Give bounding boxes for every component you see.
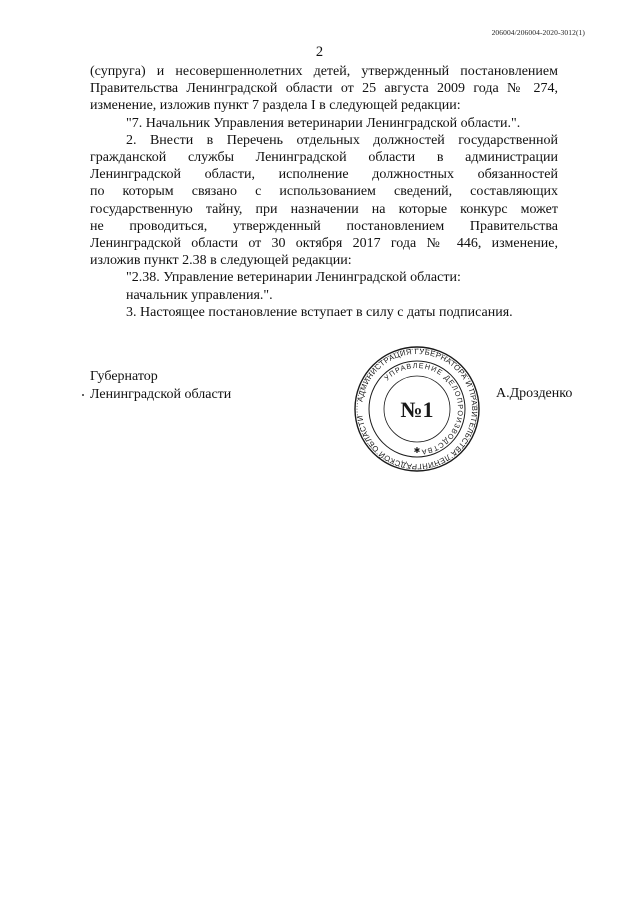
document-id: 206004/206004-2020-3012(1) (491, 28, 585, 37)
official-stamp (352, 344, 482, 474)
stamp-outer-text: АДМИНИСТРАЦИЯ ГУБЕРНАТОРА И ПРАВИТЕЛЬСТВА ЛЕНИНГРАДСКОЙ ОБЛАСТИ (355, 346, 480, 472)
body-line: Ленинградской области, исполнение должностных обязанностей (90, 167, 558, 183)
paragraph-number: 2. (126, 132, 137, 148)
body-line: Правительства Ленинградской области от 25 августа 2009 года № 274, (90, 81, 558, 97)
body-line: по которым связано с использованием сведений, составляющих (90, 184, 558, 200)
quoted-amendment: начальник управления.". (126, 287, 273, 303)
body-line: изложив пункт 2.38 в следующей редакции: (90, 253, 352, 269)
stamp-star-icon: ✱ (413, 446, 421, 455)
signatory-title (90, 368, 231, 404)
body-line: (супруга) и несовершеннолетних детей, утвержденный постановлением (90, 64, 558, 79)
body-line: гражданской службы Ленинградской области в администрации (90, 150, 558, 166)
quoted-amendment: "7. Начальник Управления ветеринарии Ленинградской области.". (126, 115, 521, 131)
stamp-number: №1 (400, 397, 434, 422)
body-line (90, 132, 558, 149)
document-body (90, 63, 558, 321)
page-number: 2 (315, 44, 324, 60)
body-line: не проводиться, утвержденный постановлением Правительства (90, 218, 558, 234)
effective-date-clause: 3. Настоящее постановление вступает в силу с даты подписания. (126, 304, 513, 320)
signatory-name: А.Дрозденко (496, 386, 573, 401)
body-line: Ленинградской области от 30 октября 2017 года № 446, изменение, (90, 236, 558, 252)
stamp-inner-text: УПРАВЛЕНИЕ ДЕЛОПРОИЗВОДСТВА (382, 360, 466, 457)
quoted-amendment: "2.38. Управление ветеринарии Ленинградской области: (126, 270, 461, 286)
ink-dot (82, 394, 84, 396)
signatory-position: Губернатор (90, 369, 158, 384)
body-line-text: Внести в Перечень отдельных должностей государственной (149, 132, 559, 148)
signatory-region: Ленинградской области (90, 387, 232, 402)
body-line: государственную тайну, при назначении на которые конкурс может (90, 201, 558, 217)
body-line: изменение, изложив пункт 7 раздела I в следующей редакции: (90, 98, 461, 114)
